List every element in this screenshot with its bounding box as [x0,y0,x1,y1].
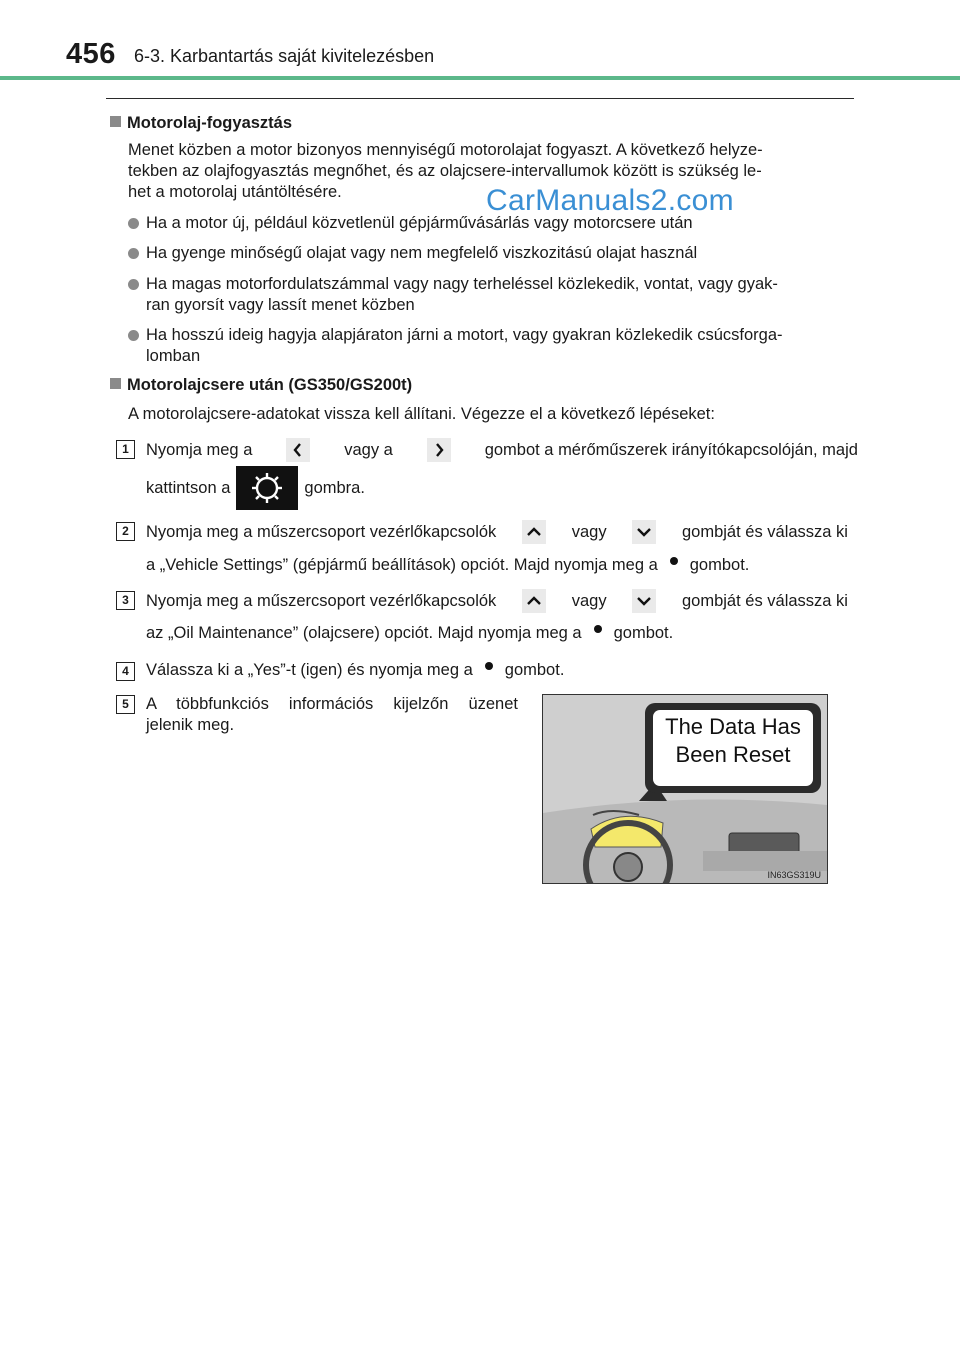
intro-line: het a motorolaj utántöltésére. [128,183,342,201]
bullet-dot-icon [128,279,139,290]
step-5-text [146,694,518,736]
up-chevron-icon [522,520,546,544]
right-chevron-icon [427,438,451,462]
oil-consumption-heading: Motorolaj-fogyasztás [110,114,292,133]
bullet-item: Ha a motor új, például közvetlenül gépjárművásárlás vagy motorcsere után [146,214,693,232]
down-chevron-icon [632,520,656,544]
page-number: 456 [66,38,116,70]
section-title: 6-3. Karbantartás saját kivitelezésben [134,46,435,66]
watermark: CarManuals2.com [486,184,734,217]
enter-dot-icon [477,658,501,682]
step-number: 4 [116,662,135,681]
illustration-message [661,713,805,769]
step-number: 2 [116,522,135,541]
step-3-line-2: az „Oil Maintenance” (olajcsere) opciót. Majd nyomja meg a gombot. [146,621,673,645]
step-4-line-1: Válassza ki a „Yes”-t (igen) és nyomja meg a gombot. [146,658,564,682]
bullet-dot-icon [128,218,139,229]
oil-change-intro: A motorolajcsere-adatokat vissza kell állítani. Végezze el a következő lépéseket: [128,405,715,423]
gear-icon [236,466,298,510]
down-chevron-icon [632,589,656,613]
intro-line: Menet közben a motor bizonyos mennyiségű motorolajat fogyaszt. A következő helyze- [128,141,763,159]
step-2-line-1: Nyomja meg a műszercsoport vezérlőkapcsolók vagy gombját és válassza ki [146,520,848,544]
enter-dot-icon [586,621,610,645]
step-3-line-1: Nyomja meg a műszercsoport vezérlőkapcsolók vagy gombját és válassza ki [146,589,848,613]
illustration-message-line-1: The Data Has [665,714,801,739]
square-bullet-icon [110,378,121,389]
bullet-dot-icon [128,330,139,341]
header-rule [0,76,960,80]
step-5-line-2: jelenik meg. [146,716,235,734]
enter-dot-icon [662,553,686,577]
step-2-line-2: a „Vehicle Settings” (gépjármű beállítások) opciót. Majd nyomja meg a gombot. [146,553,749,577]
bullet-item: Ha gyenge minőségű olajat vagy nem megfelelő viszkozitású olajat használ [146,244,698,262]
content-top-rule [106,98,854,99]
illustration-code: IN63GS319U [767,870,821,880]
left-chevron-icon [286,438,310,462]
bullet-dot-icon [128,248,139,259]
step-number: 3 [116,591,135,610]
dashboard-illustration [542,694,828,884]
oil-change-heading: Motorolajcsere után (GS350/GS200t) [110,376,412,395]
step-1-line-2: kattintson a gombra. [146,466,365,510]
square-bullet-icon [110,116,121,127]
up-chevron-icon [522,589,546,613]
intro-line: tekben az olajfogyasztás megnőhet, és az olajcsere-intervallumok között is szükség le- [128,162,762,180]
step-number: 1 [116,440,135,459]
step-5-line-1: A többfunkciós információs kijelzőn üzenet [146,695,518,713]
bullet-item: Ha magas motorfordulatszámmal vagy nagy terheléssel közlekedik, vontat, vagy gyak- ran gyorsít vagy lassít menet közben [146,275,778,314]
bullet-item: Ha hosszú ideig hagyja alapjáraton járni a motort, vagy gyakran közlekedik csúcsforga- lomban [146,326,783,365]
illustration-message-line-2: Been Reset [675,742,791,767]
step-number: 5 [116,695,135,714]
step-1-line-1: Nyomja meg a vagy a gombot a mérőműszerek irányítókapcsolóján, majd [146,438,858,462]
